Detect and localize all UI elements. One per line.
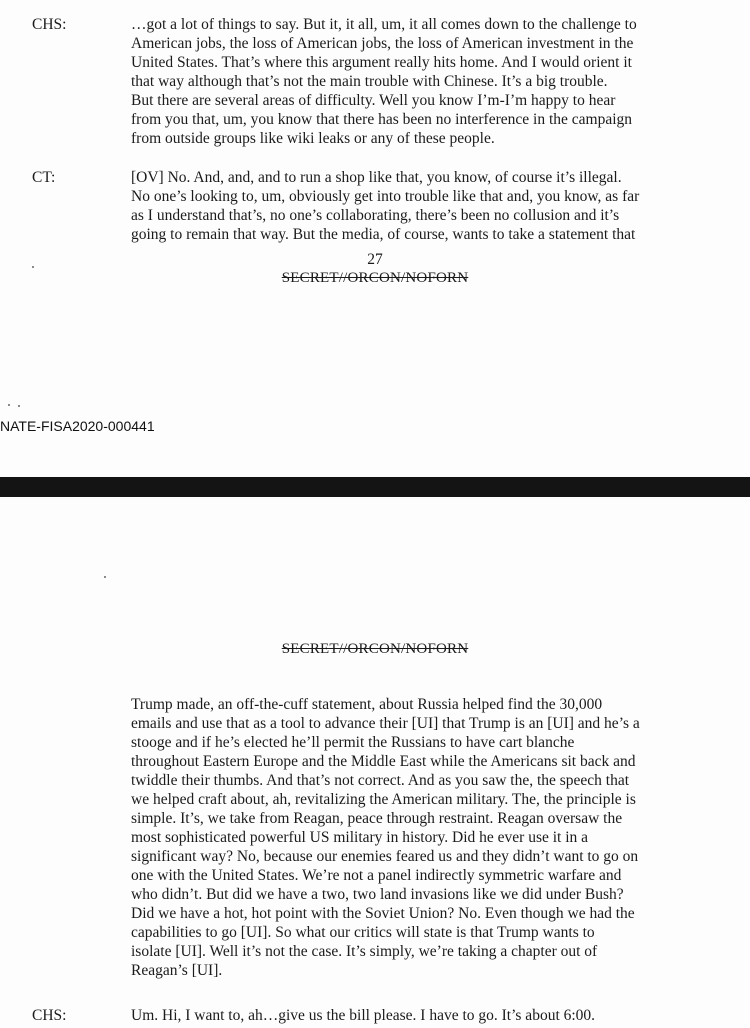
classification-marking-header: SECRET//ORCON/NOFORN <box>281 641 469 657</box>
text-line: that way although that’s not the main trouble with Chinese. It’s a big trouble. <box>131 73 608 90</box>
page-divider <box>0 477 750 497</box>
scan-speck <box>18 405 20 407</box>
text-line: But there are several areas of difficulty. Well you know I’m-I’m happy to hear <box>131 92 616 109</box>
text-line: isolate [UI]. Well it’s not the case. It’s simply, we’re taking a chapter out of <box>131 943 598 960</box>
text-line: throughout Eastern Europe and the Middle East while the Americans sit back and <box>131 753 636 770</box>
transcript-paragraph-chs <box>131 1006 691 1025</box>
transcript-paragraph-continued <box>131 695 691 980</box>
text-line: No one’s looking to, um, obviously get into trouble like that and, you know, as far <box>131 188 640 205</box>
scan-speck <box>104 576 106 578</box>
text-line: emails and use that as a tool to advance their [UI] that Trump is an [UI] and he’s a <box>131 715 640 732</box>
text-line: …got a lot of things to say. But it, it all, um, it all comes down to the challenge to <box>131 16 637 33</box>
text-line: one with the United States. We’re not a panel indirectly symmetric warfare and <box>131 867 622 884</box>
page-number: 27 <box>367 251 383 268</box>
text-line: [OV] No. And, and, and to run a shop like that, you know, of course it’s illegal. <box>131 169 622 186</box>
scan-speck <box>8 404 10 406</box>
text-line: significant way? No, because our enemies feared us and they didn’t want to go on <box>131 848 639 865</box>
text-line: we helped craft about, ah, revitalizing the American military. The, the principle is <box>131 791 636 808</box>
text-line: Reagan’s [UI]. <box>131 962 223 979</box>
document-page-bottom <box>0 497 750 1028</box>
transcript-paragraph-chs <box>131 15 691 148</box>
text-line: stooge and if he’s elected he’ll permit the Russians to have cart blanche <box>131 734 575 751</box>
text-line: capabilities to go [UI]. So what our critics will state is that Trump wants to <box>131 924 595 941</box>
text-line: from you that, um, you know that there has been no interference in the campaign <box>131 111 633 128</box>
text-line: twiddle their thumbs. And that’s not correct. And as you saw the, the speech that <box>131 772 630 789</box>
text-line: Um. Hi, I want to, ah…give us the bill please. I have to go. It’s about 6:00. <box>131 1007 596 1024</box>
text-line: most sophisticated powerful US military in history. Did he ever use it in a <box>131 829 589 846</box>
text-line: Did we have a hot, hot point with the Soviet Union? No. Even though we had the <box>131 905 635 922</box>
text-line: United States. That’s where this argument really hits home. And I would orient it <box>131 54 632 71</box>
scan-speck <box>32 266 34 268</box>
speaker-label-chs: CHS: <box>32 1007 67 1024</box>
speaker-label-chs: CHS: <box>32 16 67 33</box>
text-line: from outside groups like wiki leaks or any of these people. <box>131 130 495 147</box>
transcript-paragraph-ct <box>131 168 691 244</box>
document-page-top <box>0 0 750 477</box>
text-line: who didn’t. But did we have a two, two land invasions like we did under Bush? <box>131 886 624 903</box>
classification-marking-footer: SECRET//ORCON/NOFORN <box>281 270 469 286</box>
text-line: American jobs, the loss of American jobs, the loss of American investment in the <box>131 35 634 52</box>
text-line: simple. It’s, we take from Reagan, peace through restraint. Reagan oversaw the <box>131 810 623 827</box>
text-line: going to remain that way. But the media, of course, wants to take a statement that <box>131 226 636 243</box>
text-line: Trump made, an off-the-cuff statement, about Russia helped find the 30,000 <box>131 696 603 713</box>
speaker-label-ct: CT: <box>32 169 56 186</box>
bates-number: NATE-FISA2020-000441 <box>0 418 155 434</box>
text-line: as I understand that’s, no one’s collaborating, there’s been no collusion and it’s <box>131 207 620 224</box>
